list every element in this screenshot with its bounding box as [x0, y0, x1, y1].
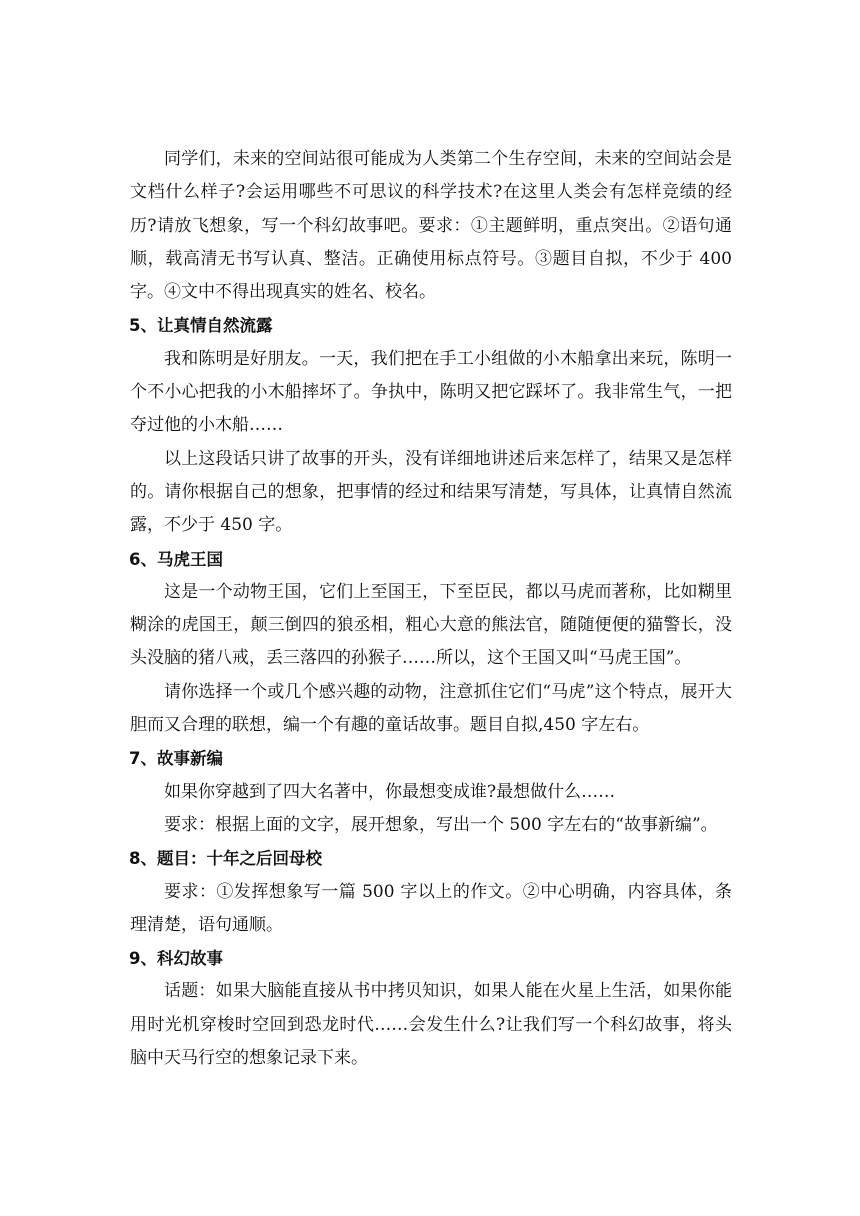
section-heading-9: 9、科幻故事 [129, 949, 223, 969]
intro-paragraph: 同学们，未来的空间站很可能成为人类第二个生存空间，未来的空间站会是文档什么样子?会运用哪些不可思议的科学技术?在这里人类会有怎样竞绩的经历?请放飞想象，写一个科幻故事吧。要求：①主题鲜明，重点突出。②语句通顺，载高清无书写认真、整洁。正确使用标点符号。③题目自拟，不少于 400 字。④文中不得出现真实的姓名、校名。 [130, 149, 732, 303]
section-9-paragraph-1: 话题：如果大脑能直接从书中拷贝知识，如果人能在火星上生活，如果你能用时光机穿梭时空回到恐龙时代……会发生什么?让我们写一个科幻故事，将头脑中天马行空的想象记录下来。 [130, 981, 732, 1069]
section-7-paragraph-2: 要求：根据上面的文字，展开想象，写出一个 500 字左右的“故事新编”。 [164, 814, 718, 835]
section-heading-5: 5、让真情自然流露 [129, 316, 273, 336]
section-heading-8: 8、题目：十年之后回母校 [129, 849, 322, 869]
section-8-paragraph-1: 要求：①发挥想象写一篇 500 字以上的作文。②中心明确，内容具体，条理清楚，语句通顺。 [130, 881, 732, 935]
section-6-paragraph-1: 这是一个动物王国，它们上至国王，下至臣民，都以马虎而著称，比如糊里糊涂的虎国王，颠三倒四的狼丞相，粗心大意的熊法官，随随便便的猫警长，没头没脑的猪八戒，丢三落四的孙猴子……所以，这个王国又叫“马虎王国”。 [130, 581, 732, 669]
section-5-paragraph-2: 以上这段话只讲了故事的开头，没有详细地讲述后来怎样了，结果又是怎样的。请你根据自己的想象，把事情的经过和结果写清楚，写具体，让真情自然流露，不少于 450 字。 [130, 448, 732, 536]
section-heading-7: 7、故事新编 [129, 749, 223, 769]
section-heading-6: 6、马虎王国 [129, 549, 223, 569]
section-5-paragraph-1: 我和陈明是好朋友。一天，我们把在手工小组做的小木船拿出来玩，陈明一个不小心把我的小木船摔坏了。争执中，陈明又把它踩坏了。我非常生气，一把夺过他的小木船…… [130, 348, 732, 436]
section-6-paragraph-2: 请你选择一个或几个感兴趣的动物，注意抓住它们“马虎”这个特点，展开大胆而又合理的联想，编一个有趣的童话故事。题目自拟,450 字左右。 [130, 681, 732, 736]
section-7-paragraph-1: 如果你穿越到了四大名著中，你最想变成谁?最想做什么…… [164, 781, 616, 802]
